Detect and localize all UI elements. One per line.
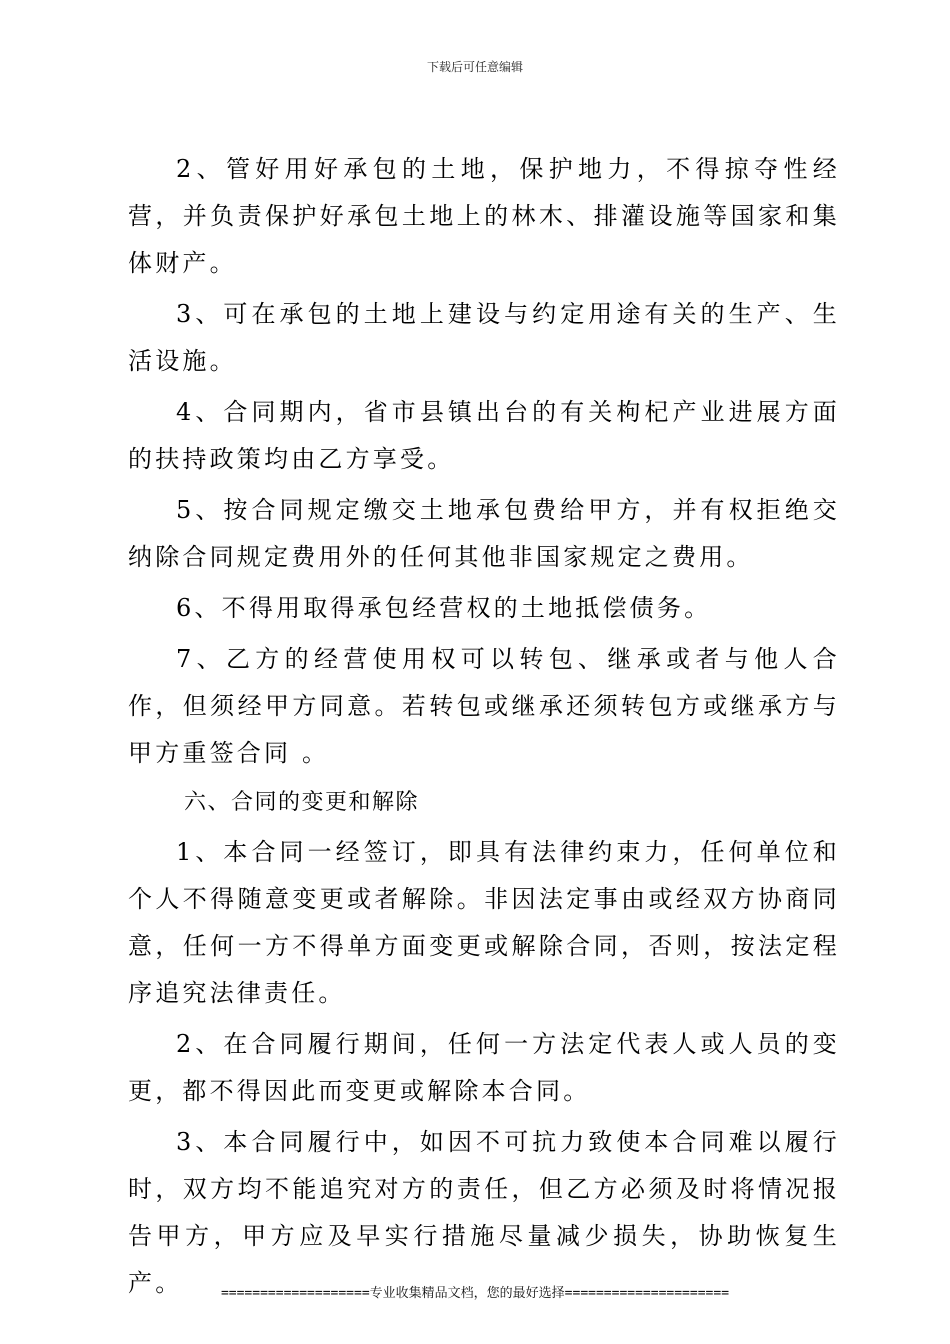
section-paragraph-2: 2、在合同履行期间，任何一方法定代表人或人员的变更，都不得因此而变更或解除本合同。 bbox=[128, 1030, 840, 1105]
header-note: 下载后可任意编辑 bbox=[426, 60, 523, 74]
paragraph-item-3: 3、可在承包的土地上建设与约定用途有关的生产、生活设施。 bbox=[128, 300, 840, 375]
paragraph-item-2: 2、管好用好承包的土地，保护地力，不得掠夺性经营，并负责保护好承包土地上的林木、排灌设施等国家和集体财产。 bbox=[128, 155, 840, 277]
footer-note: ===================专业收集精品文档，您的最好选择===================== bbox=[220, 1286, 730, 1301]
paragraph-item-5: 5、按合同规定缴交土地承包费给甲方，并有权拒绝交纳除合同规定费用外的任何其他非国家规定之费用。 bbox=[128, 496, 840, 571]
paragraph-item-6: 6、不得用取得承包经营权的土地抵偿债务。 bbox=[176, 594, 712, 622]
paragraph-item-7: 7、乙方的经营使用权可以转包、继承或者与他人合作，但须经甲方同意。若转包或继承还须转包方或继承方与甲方重签合同 。 bbox=[128, 645, 840, 767]
section-paragraph-1: 1、本合同一经签订，即具有法律约束力，任何单位和个人不得随意变更或者解除。非因法定事由或经双方协商同意，任何一方不得单方面变更或解除合同，否则，按法定程序追究法律责任。 bbox=[128, 838, 840, 1007]
document-body bbox=[128, 146, 840, 1311]
section-paragraph-3: 3、本合同履行中，如因不可抗力致使本合同难以履行时，双方均不能追究对方的责任，但乙方必须及时将情况报告甲方，甲方应及早实行措施尽量减少损失，协助恢复生产。 bbox=[128, 1128, 840, 1297]
section-heading: 六、合同的变更和解除 bbox=[184, 790, 420, 815]
paragraph-item-4: 4、合同期内，省市县镇出台的有关枸杞产业进展方面的扶持政策均由乙方享受。 bbox=[128, 398, 840, 473]
